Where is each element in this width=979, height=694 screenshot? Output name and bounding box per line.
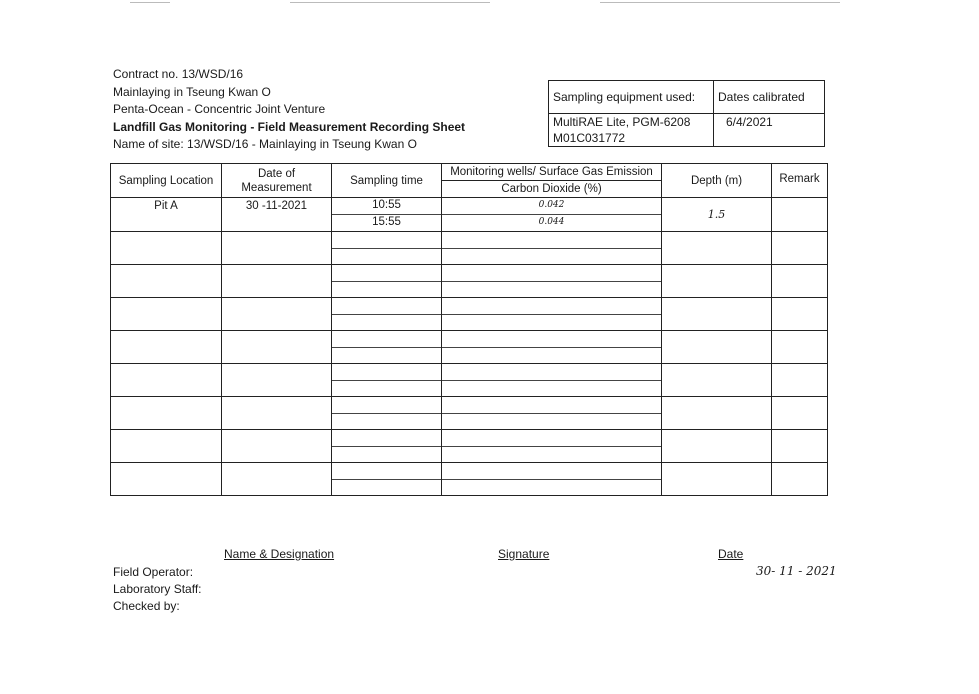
empty-cell bbox=[222, 463, 332, 496]
empty-co2-slot bbox=[442, 314, 661, 315]
empty-time-slot bbox=[332, 479, 441, 480]
empty-time-slot bbox=[332, 314, 441, 315]
scan-artifact bbox=[130, 2, 170, 3]
empty-co2-cell bbox=[442, 463, 662, 496]
empty-cell bbox=[662, 331, 772, 364]
equipment-serial: M01C031772 bbox=[553, 131, 626, 145]
time-1: 10:55 bbox=[332, 198, 441, 215]
empty-cell bbox=[772, 298, 828, 331]
header-co2: Carbon Dioxide (%) bbox=[442, 181, 662, 198]
empty-cell bbox=[222, 232, 332, 265]
empty-cell bbox=[111, 364, 222, 397]
table-row bbox=[111, 331, 828, 364]
empty-time-slot bbox=[332, 248, 441, 249]
empty-time-cell bbox=[332, 331, 442, 364]
calibration-header: Dates calibrated bbox=[714, 81, 825, 114]
empty-co2-slot bbox=[442, 347, 661, 348]
document-header bbox=[113, 66, 465, 154]
equipment-cell bbox=[549, 114, 714, 147]
empty-time-cell bbox=[332, 298, 442, 331]
header-time: Sampling time bbox=[332, 164, 442, 198]
empty-cell bbox=[662, 232, 772, 265]
empty-cell bbox=[111, 232, 222, 265]
empty-co2-cell bbox=[442, 397, 662, 430]
empty-time-cell bbox=[332, 463, 442, 496]
empty-time-cell bbox=[332, 397, 442, 430]
empty-cell bbox=[772, 265, 828, 298]
empty-co2-cell bbox=[442, 331, 662, 364]
empty-time-cell bbox=[332, 364, 442, 397]
cell-co2 bbox=[442, 198, 662, 232]
co2-2: 0.044 bbox=[538, 217, 565, 227]
sheet-title: Landfill Gas Monitoring - Field Measurement Recording Sheet bbox=[113, 119, 466, 134]
signature-heading: Signature bbox=[498, 547, 550, 561]
empty-cell bbox=[772, 364, 828, 397]
time-2: 15:55 bbox=[372, 216, 401, 228]
empty-cell bbox=[772, 463, 828, 496]
empty-cell bbox=[111, 298, 222, 331]
header-depth: Depth (m) bbox=[662, 164, 772, 198]
empty-cell bbox=[111, 265, 222, 298]
empty-time-slot bbox=[332, 281, 441, 282]
empty-cell bbox=[222, 397, 332, 430]
empty-cell bbox=[222, 265, 332, 298]
name-designation-heading: Name & Designation bbox=[224, 547, 335, 561]
empty-cell bbox=[662, 397, 772, 430]
empty-time-slot bbox=[332, 347, 441, 348]
header-monitoring: Monitoring wells/ Surface Gas Emission bbox=[442, 164, 662, 181]
cell-time bbox=[332, 198, 442, 232]
empty-cell bbox=[111, 463, 222, 496]
table-row bbox=[111, 430, 828, 463]
scan-artifact bbox=[600, 2, 840, 3]
cell-depth: 1.5 bbox=[662, 198, 772, 232]
empty-cell bbox=[111, 331, 222, 364]
table-row bbox=[111, 397, 828, 430]
empty-cell bbox=[222, 298, 332, 331]
site-name: Name of site: 13/WSD/16 - Mainlaying in Tseung Kwan O bbox=[113, 137, 417, 151]
table-row bbox=[111, 232, 828, 265]
contract-number: Contract no. 13/WSD/16 bbox=[113, 67, 244, 81]
empty-cell bbox=[662, 364, 772, 397]
empty-co2-cell bbox=[442, 265, 662, 298]
empty-co2-cell bbox=[442, 232, 662, 265]
empty-cell bbox=[772, 397, 828, 430]
empty-cell bbox=[111, 430, 222, 463]
equipment-name: MultiRAE Lite, PGM-6208 bbox=[553, 115, 691, 129]
empty-time-cell bbox=[332, 265, 442, 298]
empty-co2-slot bbox=[442, 380, 661, 381]
laboratory-staff-label: Laboratory Staff: bbox=[113, 582, 202, 596]
table-row bbox=[111, 364, 828, 397]
empty-co2-slot bbox=[442, 479, 661, 480]
header-location: Sampling Location bbox=[111, 164, 222, 198]
equipment-header: Sampling equipment used: bbox=[549, 81, 714, 114]
calibration-date: 6/4/2021 bbox=[714, 114, 825, 147]
table-row bbox=[111, 298, 828, 331]
empty-co2-slot bbox=[442, 281, 661, 282]
empty-co2-cell bbox=[442, 364, 662, 397]
table-row bbox=[111, 198, 828, 232]
date-heading: Date bbox=[718, 547, 744, 561]
scan-artifact bbox=[290, 2, 490, 3]
empty-cell bbox=[772, 331, 828, 364]
empty-time-slot bbox=[332, 413, 441, 414]
empty-time-slot bbox=[332, 380, 441, 381]
field-operator-date: 30- 11 - 2021 bbox=[756, 564, 837, 578]
empty-co2-cell bbox=[442, 430, 662, 463]
measurement-table bbox=[110, 163, 828, 496]
table-row bbox=[111, 265, 828, 298]
header-remark: Remark bbox=[772, 164, 828, 198]
equipment-table bbox=[548, 80, 825, 147]
cell-location: Pit A bbox=[111, 198, 222, 232]
project-name: Mainlaying in Tseung Kwan O bbox=[113, 84, 271, 99]
empty-cell bbox=[111, 397, 222, 430]
contractor-name: Penta-Ocean - Concentric Joint Venture bbox=[113, 102, 326, 116]
empty-cell bbox=[222, 364, 332, 397]
empty-time-cell bbox=[332, 430, 442, 463]
empty-cell bbox=[772, 430, 828, 463]
co2-1: 0.042 bbox=[442, 198, 661, 215]
empty-cell bbox=[772, 232, 828, 265]
empty-co2-cell bbox=[442, 298, 662, 331]
empty-cell bbox=[662, 298, 772, 331]
empty-time-cell bbox=[332, 232, 442, 265]
empty-time-slot bbox=[332, 446, 441, 447]
empty-co2-slot bbox=[442, 413, 661, 414]
empty-cell bbox=[662, 463, 772, 496]
empty-co2-slot bbox=[442, 248, 661, 249]
cell-date: 30 -11-2021 bbox=[222, 198, 332, 232]
header-date: Date of Measurement bbox=[222, 164, 332, 198]
table-row bbox=[111, 463, 828, 496]
empty-cell bbox=[222, 331, 332, 364]
empty-cell bbox=[662, 430, 772, 463]
empty-cell bbox=[662, 265, 772, 298]
empty-cell bbox=[222, 430, 332, 463]
field-operator-label: Field Operator: bbox=[113, 565, 194, 579]
signoff-labels bbox=[113, 564, 202, 615]
cell-remark bbox=[772, 198, 828, 232]
checked-by-label: Checked by: bbox=[113, 599, 180, 613]
empty-co2-slot bbox=[442, 446, 661, 447]
